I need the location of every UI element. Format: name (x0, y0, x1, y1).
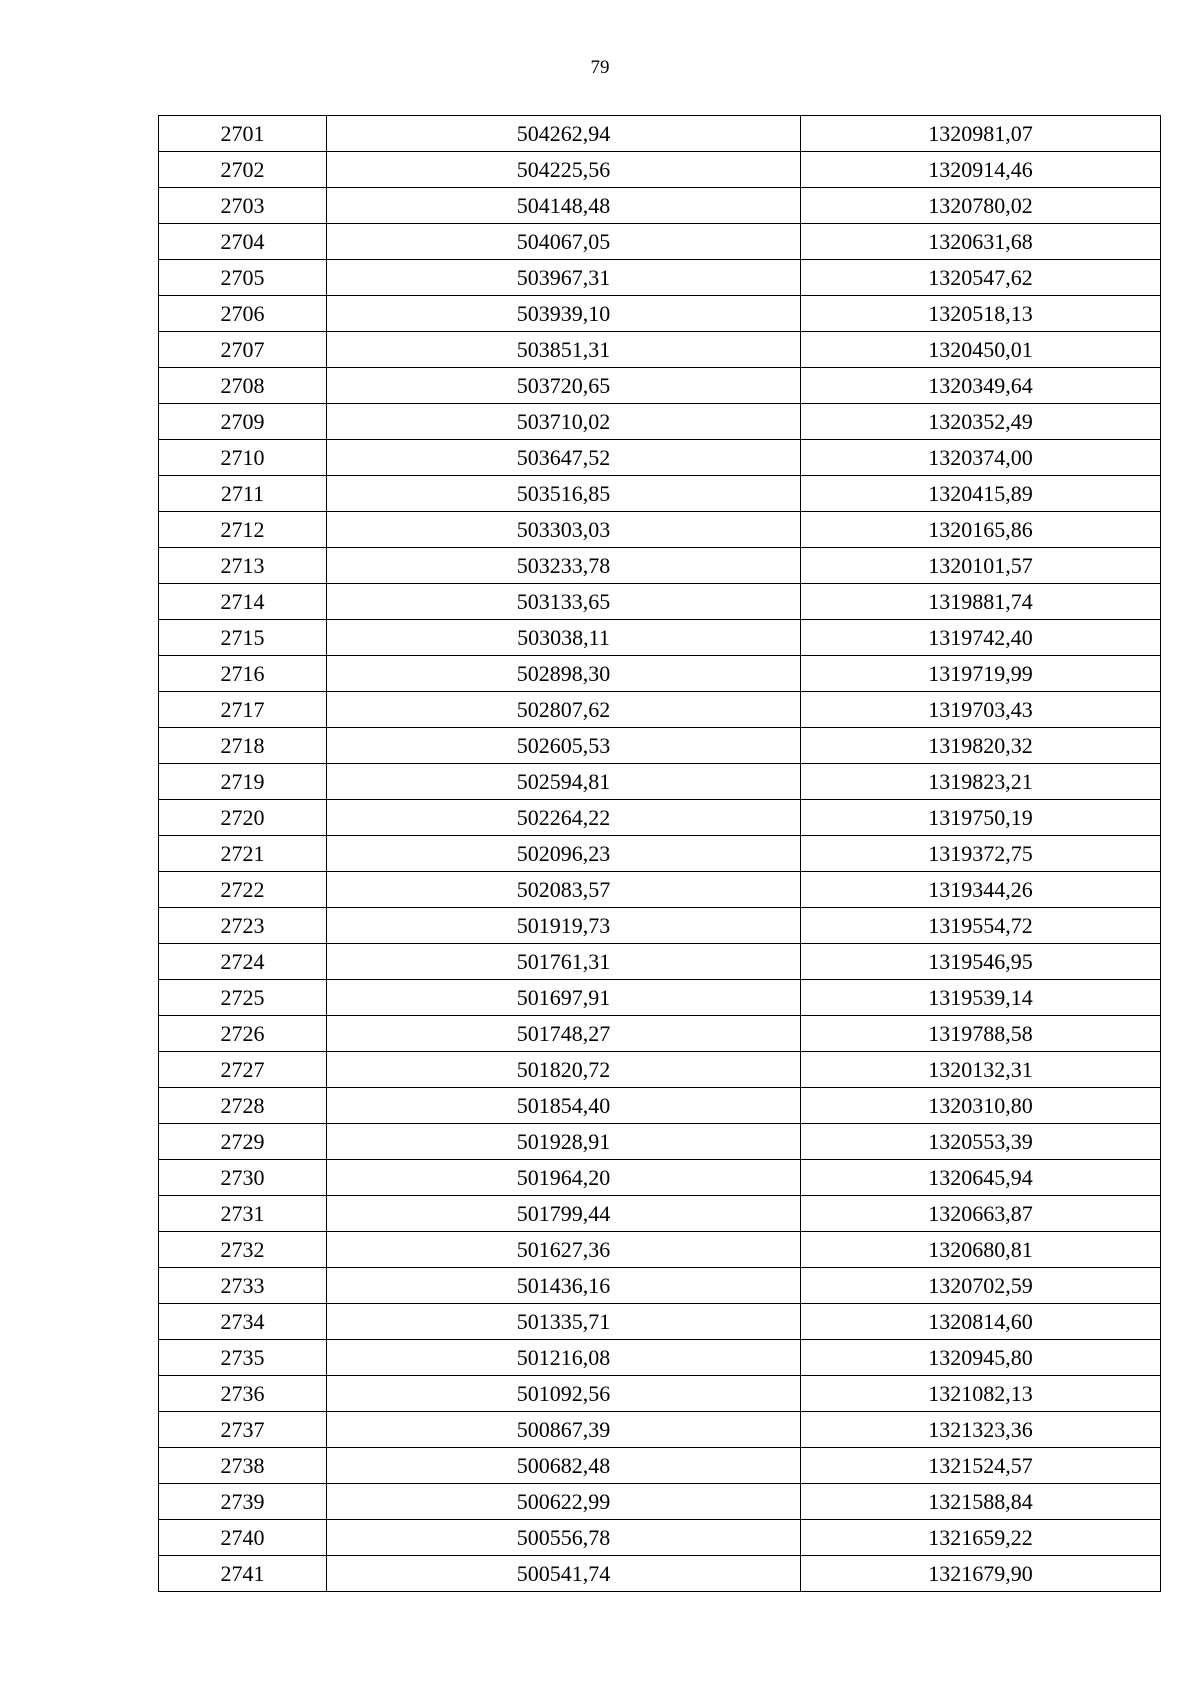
table-row (159, 1196, 1161, 1232)
point-number-cell: 2738 (159, 1448, 327, 1484)
point-number-cell: 2734 (159, 1304, 327, 1340)
y-coordinate-cell: 1320101,57 (801, 548, 1161, 584)
point-number-cell: 2702 (159, 152, 327, 188)
point-number-cell: 2731 (159, 1196, 327, 1232)
x-coordinate-cell: 503710,02 (327, 404, 801, 440)
coordinates-table-body (159, 116, 1161, 1592)
table-row (159, 332, 1161, 368)
point-number-cell: 2701 (159, 116, 327, 152)
y-coordinate-cell: 1319742,40 (801, 620, 1161, 656)
y-coordinate-cell: 1319820,32 (801, 728, 1161, 764)
point-number-cell: 2727 (159, 1052, 327, 1088)
y-coordinate-cell: 1321679,90 (801, 1556, 1161, 1592)
x-coordinate-cell: 504148,48 (327, 188, 801, 224)
y-coordinate-cell: 1320352,49 (801, 404, 1161, 440)
y-coordinate-cell: 1321524,57 (801, 1448, 1161, 1484)
table-row (159, 1376, 1161, 1412)
x-coordinate-cell: 500556,78 (327, 1520, 801, 1556)
table-row (159, 296, 1161, 332)
table-row (159, 224, 1161, 260)
x-coordinate-cell: 502264,22 (327, 800, 801, 836)
table-row (159, 260, 1161, 296)
x-coordinate-cell: 500867,39 (327, 1412, 801, 1448)
x-coordinate-cell: 501335,71 (327, 1304, 801, 1340)
x-coordinate-cell: 502594,81 (327, 764, 801, 800)
point-number-cell: 2739 (159, 1484, 327, 1520)
y-coordinate-cell: 1319703,43 (801, 692, 1161, 728)
x-coordinate-cell: 502605,53 (327, 728, 801, 764)
point-number-cell: 2715 (159, 620, 327, 656)
table-row (159, 1520, 1161, 1556)
y-coordinate-cell: 1319719,99 (801, 656, 1161, 692)
table-row (159, 1016, 1161, 1052)
point-number-cell: 2718 (159, 728, 327, 764)
y-coordinate-cell: 1321082,13 (801, 1376, 1161, 1412)
x-coordinate-cell: 503233,78 (327, 548, 801, 584)
x-coordinate-cell: 501854,40 (327, 1088, 801, 1124)
point-number-cell: 2724 (159, 944, 327, 980)
y-coordinate-cell: 1319539,14 (801, 980, 1161, 1016)
y-coordinate-cell: 1320547,62 (801, 260, 1161, 296)
x-coordinate-cell: 500682,48 (327, 1448, 801, 1484)
y-coordinate-cell: 1319788,58 (801, 1016, 1161, 1052)
table-row (159, 656, 1161, 692)
y-coordinate-cell: 1320645,94 (801, 1160, 1161, 1196)
page-number: 79 (590, 57, 610, 78)
y-coordinate-cell: 1320374,00 (801, 440, 1161, 476)
x-coordinate-cell: 501627,36 (327, 1232, 801, 1268)
table-row (159, 1268, 1161, 1304)
table-row (159, 1556, 1161, 1592)
x-coordinate-cell: 501820,72 (327, 1052, 801, 1088)
table-row (159, 1484, 1161, 1520)
x-coordinate-cell: 501697,91 (327, 980, 801, 1016)
point-number-cell: 2736 (159, 1376, 327, 1412)
point-number-cell: 2728 (159, 1088, 327, 1124)
table-row (159, 116, 1161, 152)
point-number-cell: 2732 (159, 1232, 327, 1268)
point-number-cell: 2721 (159, 836, 327, 872)
y-coordinate-cell: 1320132,31 (801, 1052, 1161, 1088)
y-coordinate-cell: 1320310,80 (801, 1088, 1161, 1124)
x-coordinate-cell: 502096,23 (327, 836, 801, 872)
x-coordinate-cell: 503133,65 (327, 584, 801, 620)
point-number-cell: 2726 (159, 1016, 327, 1052)
table-row (159, 836, 1161, 872)
x-coordinate-cell: 501216,08 (327, 1340, 801, 1376)
table-row (159, 872, 1161, 908)
point-number-cell: 2720 (159, 800, 327, 836)
table-row (159, 1124, 1161, 1160)
point-number-cell: 2706 (159, 296, 327, 332)
point-number-cell: 2733 (159, 1268, 327, 1304)
table-row (159, 584, 1161, 620)
y-coordinate-cell: 1320814,60 (801, 1304, 1161, 1340)
point-number-cell: 2730 (159, 1160, 327, 1196)
x-coordinate-cell: 503720,65 (327, 368, 801, 404)
x-coordinate-cell: 501436,16 (327, 1268, 801, 1304)
y-coordinate-cell: 1320553,39 (801, 1124, 1161, 1160)
y-coordinate-cell: 1319823,21 (801, 764, 1161, 800)
x-coordinate-cell: 500622,99 (327, 1484, 801, 1520)
point-number-cell: 2735 (159, 1340, 327, 1376)
x-coordinate-cell: 501761,31 (327, 944, 801, 980)
table-row (159, 980, 1161, 1016)
table-row (159, 1160, 1161, 1196)
point-number-cell: 2712 (159, 512, 327, 548)
y-coordinate-cell: 1320415,89 (801, 476, 1161, 512)
point-number-cell: 2719 (159, 764, 327, 800)
point-number-cell: 2709 (159, 404, 327, 440)
point-number-cell: 2704 (159, 224, 327, 260)
table-row (159, 548, 1161, 584)
point-number-cell: 2710 (159, 440, 327, 476)
point-number-cell: 2708 (159, 368, 327, 404)
y-coordinate-cell: 1320680,81 (801, 1232, 1161, 1268)
point-number-cell: 2722 (159, 872, 327, 908)
x-coordinate-cell: 502083,57 (327, 872, 801, 908)
table-row (159, 1340, 1161, 1376)
x-coordinate-cell: 503516,85 (327, 476, 801, 512)
table-row (159, 188, 1161, 224)
x-coordinate-cell: 504262,94 (327, 116, 801, 152)
point-number-cell: 2725 (159, 980, 327, 1016)
table-row (159, 692, 1161, 728)
table-row (159, 764, 1161, 800)
x-coordinate-cell: 504067,05 (327, 224, 801, 260)
y-coordinate-cell: 1320663,87 (801, 1196, 1161, 1232)
y-coordinate-cell: 1320631,68 (801, 224, 1161, 260)
y-coordinate-cell: 1320450,01 (801, 332, 1161, 368)
table-row (159, 368, 1161, 404)
y-coordinate-cell: 1321323,36 (801, 1412, 1161, 1448)
y-coordinate-cell: 1320518,13 (801, 296, 1161, 332)
x-coordinate-cell: 503851,31 (327, 332, 801, 368)
point-number-cell: 2740 (159, 1520, 327, 1556)
y-coordinate-cell: 1320165,86 (801, 512, 1161, 548)
x-coordinate-cell: 504225,56 (327, 152, 801, 188)
table-row (159, 620, 1161, 656)
point-number-cell: 2729 (159, 1124, 327, 1160)
y-coordinate-cell: 1320349,64 (801, 368, 1161, 404)
point-number-cell: 2741 (159, 1556, 327, 1592)
y-coordinate-cell: 1320945,80 (801, 1340, 1161, 1376)
table-row (159, 728, 1161, 764)
x-coordinate-cell: 503939,10 (327, 296, 801, 332)
y-coordinate-cell: 1319546,95 (801, 944, 1161, 980)
x-coordinate-cell: 501092,56 (327, 1376, 801, 1412)
table-row (159, 944, 1161, 980)
point-number-cell: 2723 (159, 908, 327, 944)
coordinates-table (158, 115, 1161, 1592)
y-coordinate-cell: 1321659,22 (801, 1520, 1161, 1556)
y-coordinate-cell: 1320780,02 (801, 188, 1161, 224)
table-row (159, 1088, 1161, 1124)
y-coordinate-cell: 1319554,72 (801, 908, 1161, 944)
point-number-cell: 2714 (159, 584, 327, 620)
point-number-cell: 2703 (159, 188, 327, 224)
point-number-cell: 2717 (159, 692, 327, 728)
x-coordinate-cell: 500541,74 (327, 1556, 801, 1592)
y-coordinate-cell: 1320702,59 (801, 1268, 1161, 1304)
x-coordinate-cell: 502807,62 (327, 692, 801, 728)
table-row (159, 800, 1161, 836)
point-number-cell: 2737 (159, 1412, 327, 1448)
table-row (159, 1052, 1161, 1088)
point-number-cell: 2711 (159, 476, 327, 512)
x-coordinate-cell: 501964,20 (327, 1160, 801, 1196)
table-row (159, 404, 1161, 440)
y-coordinate-cell: 1320914,46 (801, 152, 1161, 188)
x-coordinate-cell: 501799,44 (327, 1196, 801, 1232)
x-coordinate-cell: 501919,73 (327, 908, 801, 944)
x-coordinate-cell: 503303,03 (327, 512, 801, 548)
y-coordinate-cell: 1320981,07 (801, 116, 1161, 152)
table-row (159, 440, 1161, 476)
x-coordinate-cell: 503038,11 (327, 620, 801, 656)
table-row (159, 1304, 1161, 1340)
x-coordinate-cell: 503967,31 (327, 260, 801, 296)
x-coordinate-cell: 501928,91 (327, 1124, 801, 1160)
y-coordinate-cell: 1319344,26 (801, 872, 1161, 908)
table-row (159, 476, 1161, 512)
point-number-cell: 2705 (159, 260, 327, 296)
y-coordinate-cell: 1319750,19 (801, 800, 1161, 836)
table-row (159, 1412, 1161, 1448)
point-number-cell: 2716 (159, 656, 327, 692)
table-row (159, 152, 1161, 188)
x-coordinate-cell: 503647,52 (327, 440, 801, 476)
table-row (159, 512, 1161, 548)
table-row (159, 1232, 1161, 1268)
y-coordinate-cell: 1319881,74 (801, 584, 1161, 620)
point-number-cell: 2707 (159, 332, 327, 368)
table-row (159, 908, 1161, 944)
x-coordinate-cell: 501748,27 (327, 1016, 801, 1052)
y-coordinate-cell: 1321588,84 (801, 1484, 1161, 1520)
table-row (159, 1448, 1161, 1484)
x-coordinate-cell: 502898,30 (327, 656, 801, 692)
y-coordinate-cell: 1319372,75 (801, 836, 1161, 872)
point-number-cell: 2713 (159, 548, 327, 584)
